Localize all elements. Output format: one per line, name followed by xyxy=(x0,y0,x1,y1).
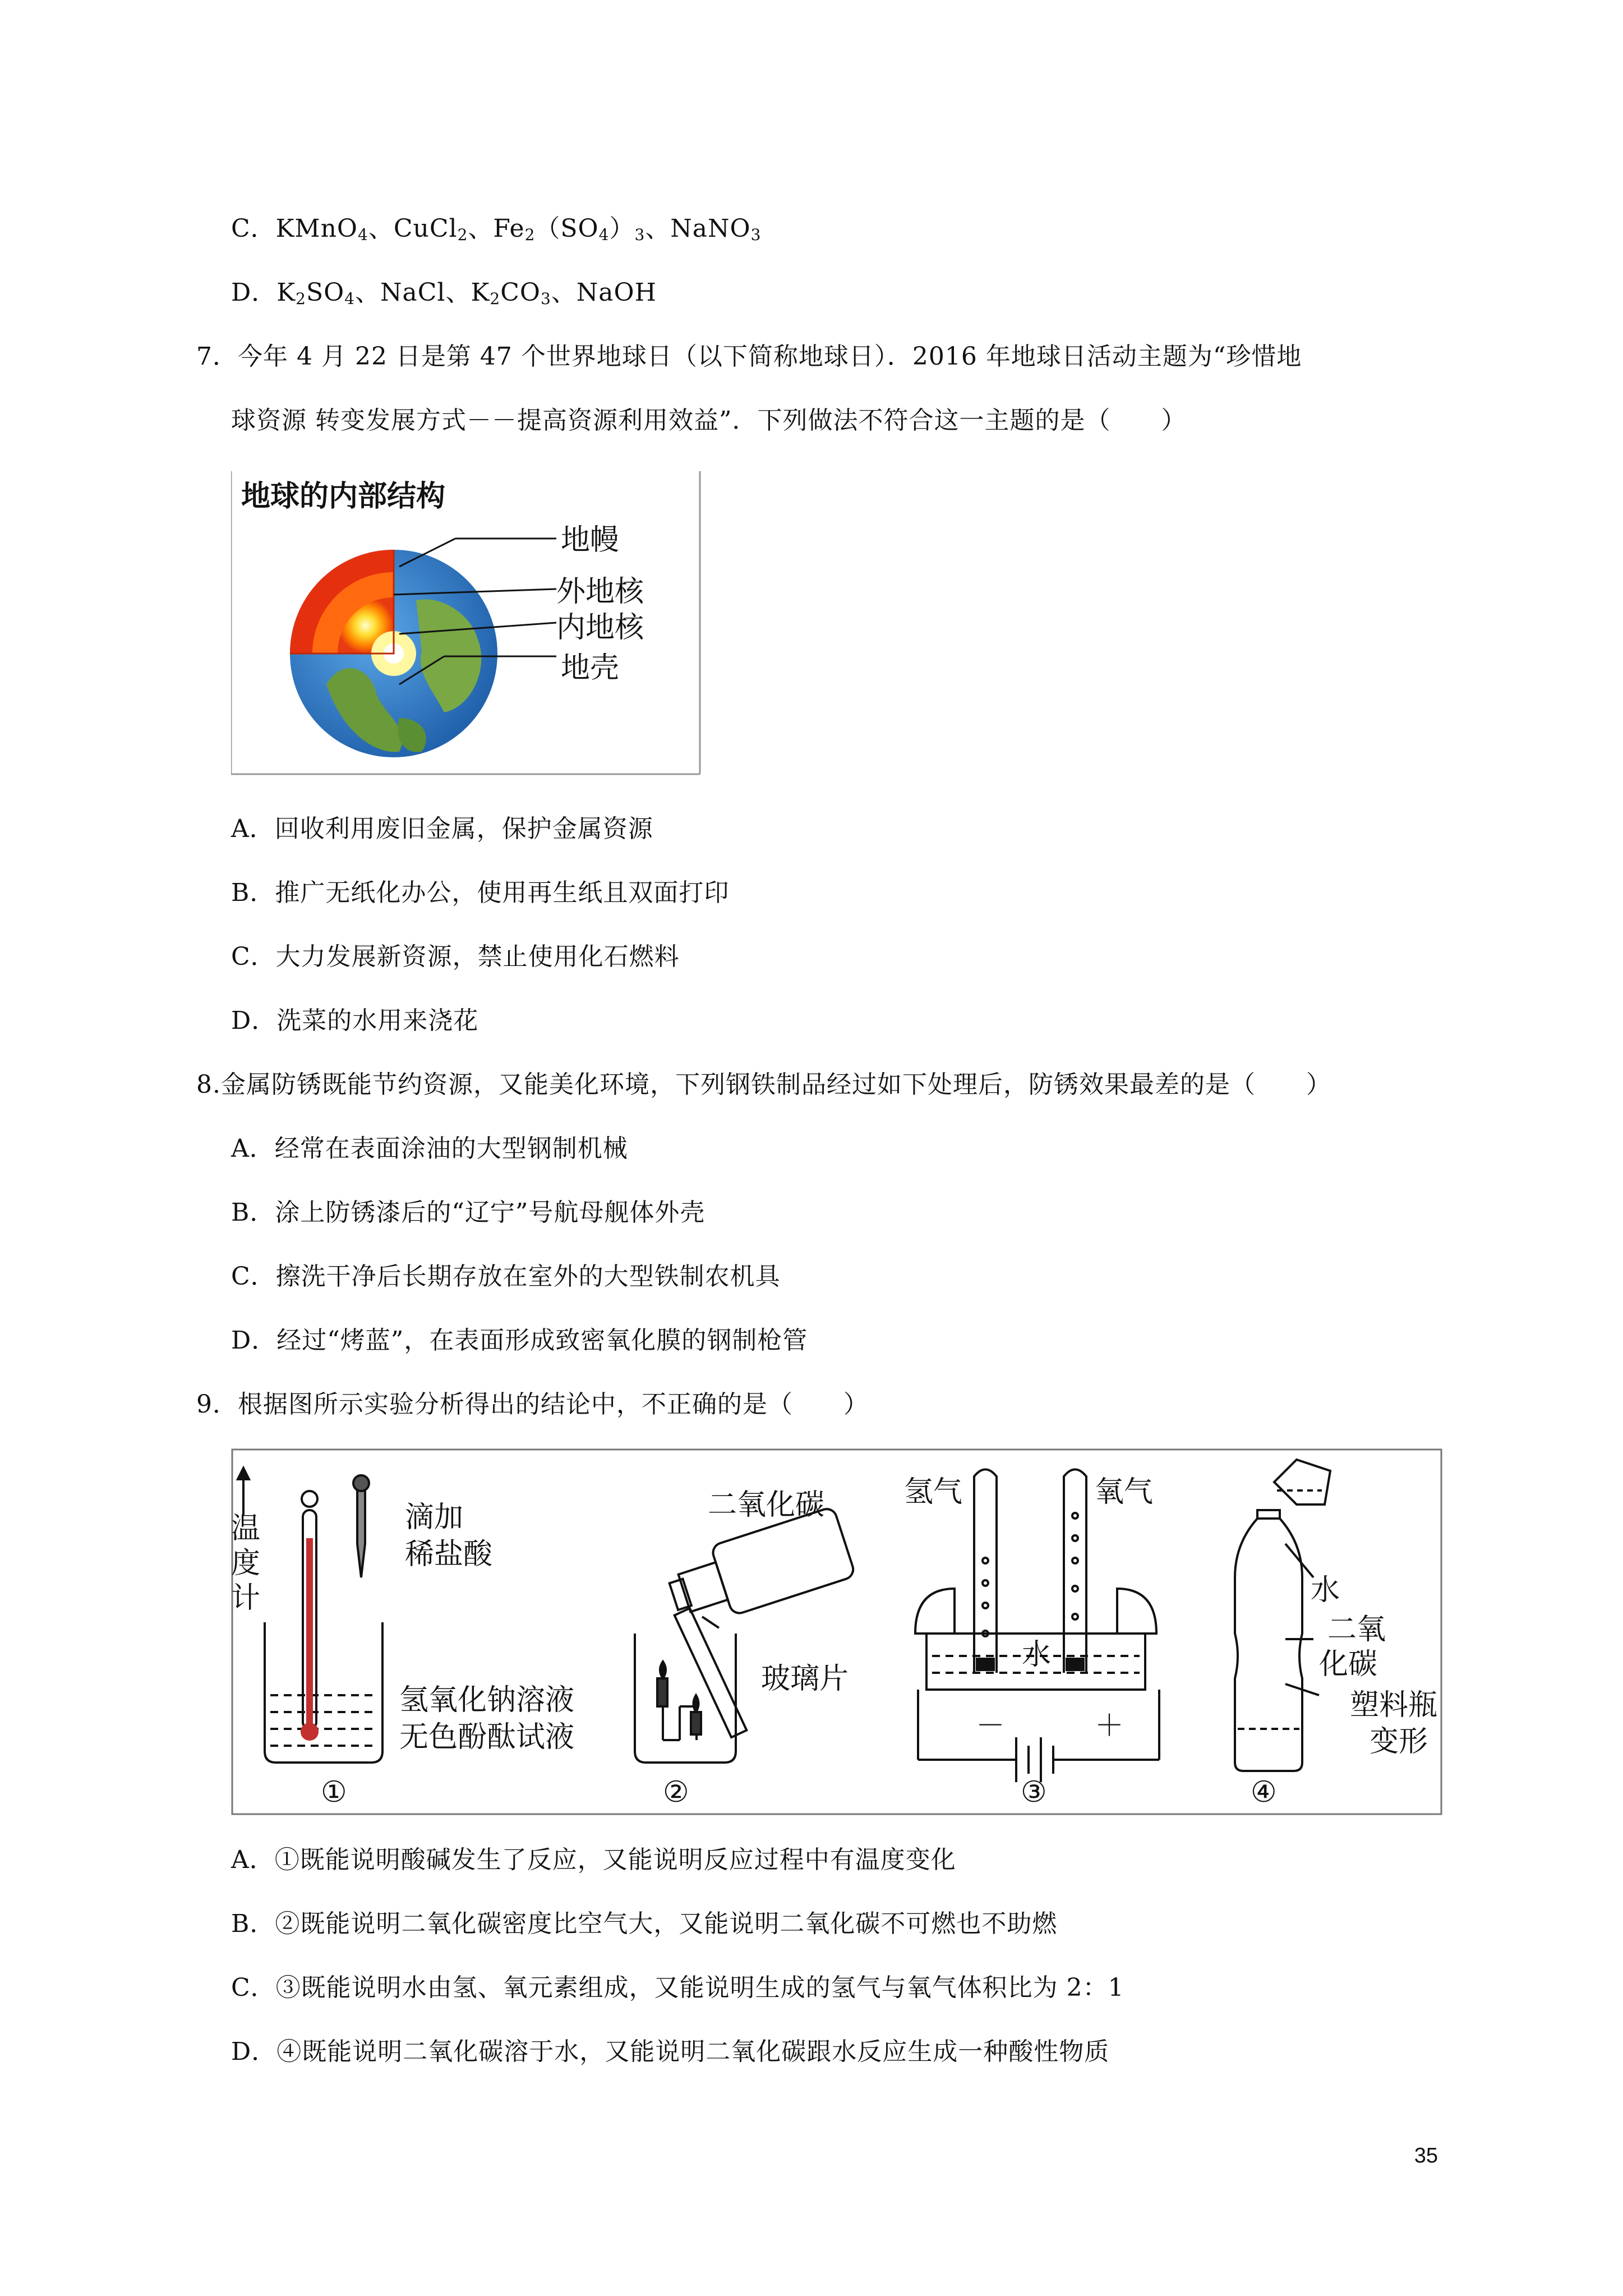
label-glass: 玻璃片 xyxy=(761,1662,849,1696)
subscript: 2 xyxy=(296,289,306,308)
q8-option-b: B．涂上防锈漆后的“辽宁”号航母舰体外壳 xyxy=(231,1198,706,1227)
label-crust: 地壳 xyxy=(561,651,620,685)
q9-option-d: D．④既能说明二氧化碳溶于水，又能说明二氧化碳跟水反应生成一种酸性物质 xyxy=(231,2037,1110,2066)
text: 、NaCl、K xyxy=(355,278,490,307)
q9-option-b: B．②既能说明二氧化碳密度比空气大，又能说明二氧化碳不可燃也不助燃 xyxy=(231,1910,1058,1938)
label-h2: 氢气 xyxy=(904,1475,963,1509)
q7-option-c: C．大力发展新资源，禁止使用化石燃料 xyxy=(231,942,680,971)
label-co2: 二氧化碳 xyxy=(708,1488,825,1522)
label-hcl: 稀盐酸 xyxy=(405,1538,493,1571)
label-deform: 变形 xyxy=(1370,1725,1428,1759)
q8-stem: 8.金属防锈既能节约资源，又能美化环境，下列钢铁制品经过如下处理后，防锈效果最差的是（ ） xyxy=(196,1070,1331,1099)
label-thermometer-1: 温 xyxy=(231,1512,261,1545)
text: CO xyxy=(500,278,541,307)
label-add: 滴加 xyxy=(405,1501,464,1534)
label-water-3: 水 xyxy=(1022,1638,1052,1672)
text: D．K xyxy=(231,278,296,307)
q9-option-a: A．①既能说明酸碱发生了反应，又能说明反应过程中有温度变化 xyxy=(231,1846,956,1874)
subscript: 2 xyxy=(490,289,501,308)
label-water-4: 水 xyxy=(1311,1573,1340,1607)
subscript: 2 xyxy=(524,226,536,244)
label-naoh: 氢氧化钠溶液 xyxy=(399,1683,575,1717)
earth-globe xyxy=(290,550,497,757)
subscript: 2 xyxy=(457,226,468,244)
q8-option-d: D．经过“烤蓝”，在表面形成致密氧化膜的钢制枪管 xyxy=(231,1326,808,1355)
text: ） xyxy=(609,214,635,243)
q9-option-c: C．③既能说明水由氢、氧元素组成，又能说明生成的氢气与氧气体积比为 2：1 xyxy=(231,1973,1124,2002)
subscript: 4 xyxy=(344,289,356,308)
q8-option-c: C．擦洗干净后长期存放在室外的大型铁制农机具 xyxy=(231,1262,781,1291)
text: 、CuCl xyxy=(368,214,458,243)
experiment-1-number: ① xyxy=(321,1775,347,1809)
q6-option-d xyxy=(231,276,657,310)
q7-option-d: D．洗菜的水用来浇花 xyxy=(231,1006,479,1035)
figure-title: 地球的内部结构 xyxy=(241,480,446,513)
text: 、Fe xyxy=(468,214,525,243)
page-number: 35 xyxy=(1414,2144,1438,2168)
experiment-2-number: ② xyxy=(663,1775,689,1809)
label-o2: 氧气 xyxy=(1095,1475,1154,1509)
q8-option-a: A．经常在表面涂油的大型钢制机械 xyxy=(231,1134,628,1163)
label-inner-core: 内地核 xyxy=(556,611,644,645)
q7-option-b: B．推广无纸化办公，使用再生纸且双面打印 xyxy=(231,878,730,907)
q9-stem: 9．根据图所示实验分析得出的结论中，不正确的是（ ） xyxy=(196,1390,869,1419)
label-co2-4a: 二氧 xyxy=(1327,1613,1386,1646)
label-plus: ＋ xyxy=(1095,1709,1124,1743)
text: 、NaOH xyxy=(551,278,657,307)
label-minus: － xyxy=(976,1709,1006,1743)
q7-option-a: A．回收利用废旧金属，保护金属资源 xyxy=(231,815,653,843)
subscript: 3 xyxy=(750,226,762,244)
label-mantle: 地幔 xyxy=(561,523,620,557)
subscript: 3 xyxy=(634,226,645,244)
experiment-4-number: ④ xyxy=(1251,1775,1277,1809)
subscript: 4 xyxy=(598,226,610,244)
label-thermometer-2: 度 xyxy=(231,1547,261,1580)
text: C．KMnO xyxy=(231,214,358,243)
label-bottle: 塑料瓶 xyxy=(1350,1688,1438,1722)
subscript: 4 xyxy=(358,226,368,244)
q7-stem-line1: 7．今年 4 月 22 日是第 47 个世界地球日（以下简称地球日）．2016 年地球日活动主题为“珍惜地 xyxy=(196,342,1302,371)
label-outer-core: 外地核 xyxy=(556,575,644,609)
text: SO xyxy=(306,278,345,307)
q6-option-c xyxy=(231,212,761,246)
label-co2-4b: 化碳 xyxy=(1319,1648,1378,1681)
q7-stem-line2: 球资源 转变发展方式－－提高资源利用效益”．下列做法不符合这一主题的是（ ） xyxy=(231,406,1187,435)
earth-structure-figure xyxy=(231,471,702,776)
experiments-figure xyxy=(231,1448,1442,1815)
experiment-3-number: ③ xyxy=(1021,1775,1047,1809)
label-thermometer-3: 计 xyxy=(231,1581,261,1615)
text: 、NaNO xyxy=(645,214,751,243)
label-phenolphthalein: 无色酚酞试液 xyxy=(399,1720,575,1754)
text: （SO xyxy=(535,214,599,243)
subscript: 3 xyxy=(540,289,551,308)
